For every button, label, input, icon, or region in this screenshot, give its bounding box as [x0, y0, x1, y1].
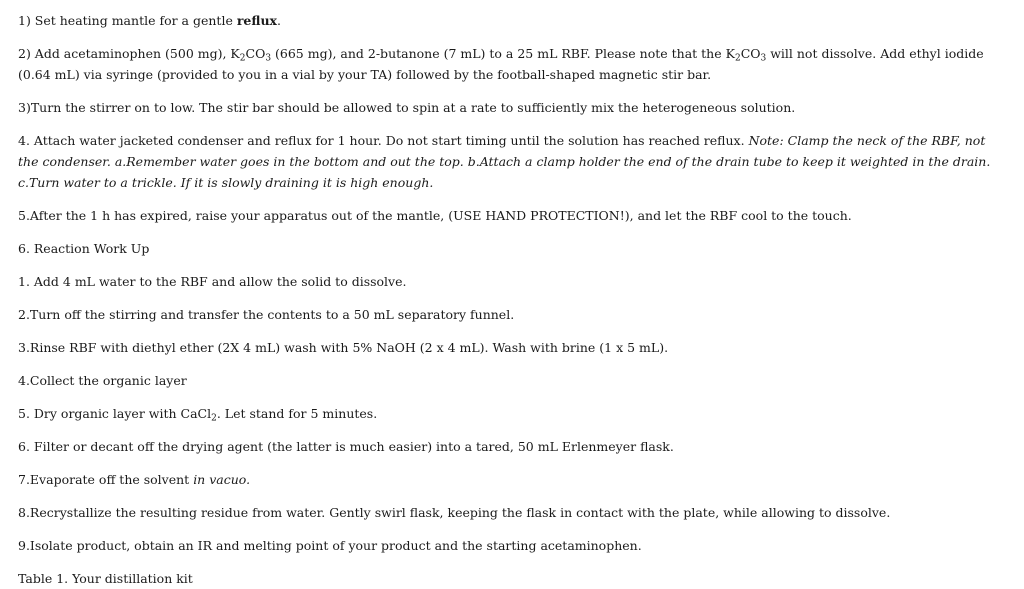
workup-step-5	[18, 403, 1006, 424]
step-3: 3)Turn the stirrer on to low. The stir bar should be allowed to spin at a rate to sufficiently mix the heterogeneous solution.	[18, 100, 796, 115]
step-4-note: Note: Clamp the neck of the RBF, not the condenser. a.Remember water goes in the bottom and out the top. b.Attach a clamp holder the end of the drain tube to keep it weighted in the drain. c.Turn water to a trickle. If it is slowly draining it is high enough.	[18, 133, 991, 190]
step-5: 5.After the 1 h has expired, raise your apparatus out of the mantle, (USE HAND PROTECTION!), and let the RBF cool to the touch.	[18, 208, 852, 223]
workup-step-1: 1. Add 4 mL water to the RBF and allow the solid to dissolve.	[18, 274, 407, 289]
step-2-d: CO	[740, 46, 761, 61]
workup-step-3: 3.Rinse RBF with diethyl ether (2X 4 mL) wash with 5% NaOH (2 x 4 mL). Wash with brine (1 x 5 mL).	[18, 340, 669, 355]
step-1-text: 1) Set heating mantle for a gentle	[18, 13, 237, 28]
step-1-bold: reflux	[236, 13, 277, 28]
step-2-sub-b: 3	[265, 53, 272, 64]
step-2	[18, 43, 1006, 85]
step-6-heading: 6. Reaction Work Up	[18, 241, 150, 256]
step-2-sub-a: 2	[239, 53, 246, 64]
workup-step-8: 8.Recrystallize the resulting residue from water. Gently swirl flask, keeping the flask in contact with the plate, while allowing to dissolve.	[18, 505, 891, 520]
workup-step-5-end: . Let stand for 5 minutes.	[216, 406, 378, 421]
workup-step-7-text: 7.Evaporate off the solvent	[18, 472, 194, 487]
step-2-a: 2) Add acetaminophen (500 mg), K	[18, 46, 240, 61]
workup-step-4: 4.Collect the organic layer	[18, 373, 187, 388]
step-4	[18, 130, 1006, 193]
workup-step-2: 2.Turn off the stirring and transfer the contents to a 50 mL separatory funnel.	[18, 307, 515, 322]
step-2-sub-d: 3	[760, 53, 767, 64]
step-2-sub-c: 2	[734, 53, 741, 64]
workup-step-7	[18, 469, 1006, 490]
workup-step-9: 9.Isolate product, obtain an IR and melting point of your product and the starting acetaminophen.	[18, 538, 642, 553]
step-2-b: CO	[245, 46, 266, 61]
step-2-c: (665 mg), and 2-butanone (7 mL) to a 25 mL RBF. Please note that the K	[271, 46, 735, 61]
step-4-text: 4. Attach water jacketed condenser and reflux for 1 hour. Do not start timing until the solution has reached reflux.	[18, 133, 749, 148]
step-1	[18, 10, 1006, 31]
workup-step-6: 6. Filter or decant off the drying agent (the latter is much easier) into a tared, 50 mL Erlenmeyer flask.	[18, 439, 674, 454]
step-1-end: .	[277, 13, 281, 28]
table-caption: Table 1. Your distillation kit	[18, 571, 193, 586]
workup-step-5-text: 5. Dry organic layer with CaCl	[18, 406, 212, 421]
workup-step-7-italic: in vacuo.	[193, 472, 251, 487]
step-2-e: will not dissolve. Add ethyl iodide (0.64 mL) via syringe (provided to you in a vial by your TA) followed by the football-shaped magnetic stir bar.	[18, 46, 984, 82]
workup-step-5-sub: 2	[211, 413, 217, 424]
